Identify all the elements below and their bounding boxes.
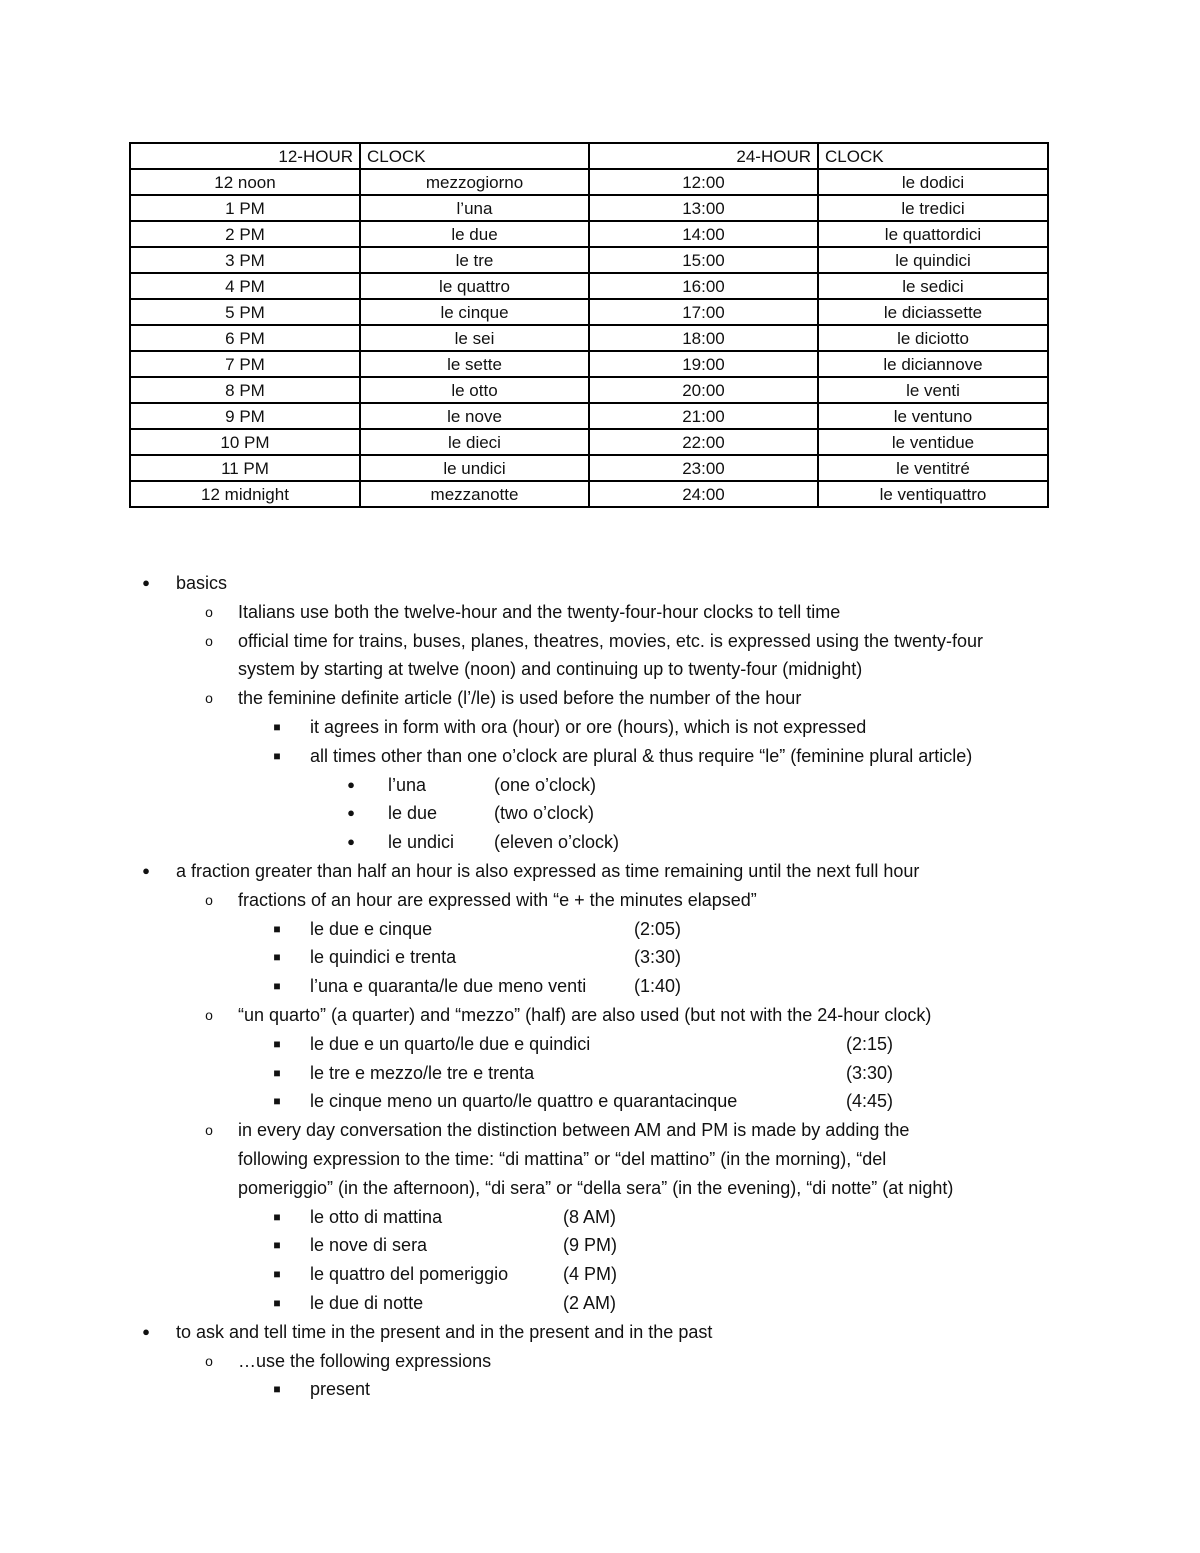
header-12-hour: 12-HOUR — [130, 143, 360, 169]
cell-12h-italian: l’una — [360, 195, 589, 221]
cell-12h: 10 PM — [130, 429, 360, 455]
basics-point: official time for trains, buses, planes, theatres, movies, etc. is expressed using the twenty-four — [238, 630, 984, 651]
list-item — [0, 771, 1200, 800]
list-item — [0, 1318, 1200, 1347]
cell-12h-italian: le sette — [360, 351, 589, 377]
cell-24h: 21:00 — [589, 403, 818, 429]
bullet-dot-icon: ● — [347, 776, 355, 792]
bullet-square-icon: ■ — [273, 1094, 281, 1109]
fraction-example: le cinque meno un quarto/le quattro e quarantacinque — [310, 1091, 738, 1112]
cell-24h-italian: le diciannove — [818, 351, 1048, 377]
list-item — [0, 1203, 1200, 1232]
list-item — [0, 799, 1200, 828]
bullet-square-icon: ■ — [273, 1382, 281, 1397]
list-item — [0, 1116, 1200, 1145]
cell-12h-italian: le otto — [360, 377, 589, 403]
cell-24h: 13:00 — [589, 195, 818, 221]
list-item-continuation — [0, 1145, 1200, 1174]
list-item — [0, 713, 1200, 742]
cell-24h: 22:00 — [589, 429, 818, 455]
fraction-example: le due e un quarto/le due e quindici — [310, 1033, 591, 1054]
bullet-square-icon: ■ — [273, 1267, 281, 1282]
example-english: (eleven o’clock) — [494, 832, 620, 853]
list-item — [0, 684, 1200, 713]
basics-point-cont: system by starting at twelve (noon) and continuing up to twenty-four (midnight) — [238, 659, 863, 680]
header-24-hour: 24-HOUR — [589, 143, 818, 169]
bullet-dot-icon: ● — [347, 834, 355, 850]
cell-12h-italian: le dieci — [360, 429, 589, 455]
bullet-square-icon: ■ — [273, 1036, 281, 1051]
cell-24h: 20:00 — [589, 377, 818, 403]
bullet-square-icon: ■ — [273, 921, 281, 936]
cell-12h: 9 PM — [130, 403, 360, 429]
cell-24h: 24:00 — [589, 481, 818, 507]
cell-24h-italian: le ventitré — [818, 455, 1048, 481]
list-item — [0, 742, 1200, 771]
cell-12h: 7 PM — [130, 351, 360, 377]
cell-24h: 19:00 — [589, 351, 818, 377]
table-row — [130, 325, 1048, 351]
time-example-value: (8 AM) — [563, 1206, 617, 1227]
time-example: le nove di sera — [310, 1235, 428, 1256]
cell-24h: 17:00 — [589, 299, 818, 325]
cell-12h: 12 noon — [130, 169, 360, 195]
table-header-row — [130, 143, 1048, 169]
bullet-circle-icon: o — [205, 690, 213, 707]
list-item — [0, 627, 1200, 656]
header-clock-2: CLOCK — [818, 143, 1048, 169]
cell-12h: 8 PM — [130, 377, 360, 403]
table-row — [130, 221, 1048, 247]
list-item — [0, 1260, 1200, 1289]
fraction-example: le quindici e trenta — [310, 947, 457, 968]
fraction-example: le due e cinque — [310, 918, 433, 939]
cell-24h-italian: le ventidue — [818, 429, 1048, 455]
basics-point: the feminine definite article (l’/le) is used before the number of the hour — [238, 688, 802, 709]
cell-24h-italian: le quattordici — [818, 221, 1048, 247]
bullet-square-icon: ■ — [273, 1065, 281, 1080]
cell-12h: 6 PM — [130, 325, 360, 351]
list-item — [0, 857, 1200, 886]
time-example-value: (4 PM) — [563, 1264, 617, 1285]
list-item — [0, 1289, 1200, 1318]
list-item — [0, 1059, 1200, 1088]
cell-24h: 18:00 — [589, 325, 818, 351]
cell-24h: 14:00 — [589, 221, 818, 247]
table-row — [130, 351, 1048, 377]
table-row — [130, 455, 1048, 481]
fraction-point-cont: pomeriggio” (in the afternoon), “di sera” or “della sera” (in the evening), “di notte” (at night) — [238, 1177, 954, 1198]
fraction-example: le tre e mezzo/le tre e trenta — [310, 1062, 535, 1083]
basics-subpoint: all times other than one o’clock are plural & thus require “le” (feminine plural article) — [310, 745, 973, 766]
basics-subpoint: it agrees in form with ora (hour) or ore (hours), which is not expressed — [310, 716, 867, 737]
bullet-circle-icon: o — [205, 603, 213, 620]
bullet-square-icon: ■ — [273, 979, 281, 994]
header-clock: CLOCK — [360, 143, 589, 169]
fraction-example-value: (3:30) — [634, 947, 682, 968]
list-item — [0, 1030, 1200, 1059]
bullet-circle-icon: o — [205, 891, 213, 908]
basics-heading: basics — [176, 573, 228, 593]
example-english: (two o’clock) — [494, 803, 595, 824]
bullet-circle-icon: o — [205, 632, 213, 649]
cell-12h-italian: le sei — [360, 325, 589, 351]
bullet-circle-icon: o — [205, 1122, 213, 1139]
cell-12h: 11 PM — [130, 455, 360, 481]
cell-24h-italian: le diciassette — [818, 299, 1048, 325]
bullet-circle-icon: o — [205, 1352, 213, 1369]
cell-12h: 5 PM — [130, 299, 360, 325]
list-item — [0, 1231, 1200, 1260]
list-item — [0, 1087, 1200, 1116]
cell-12h-italian: le tre — [360, 247, 589, 273]
table-row — [130, 273, 1048, 299]
cell-12h-italian: mezzanotte — [360, 481, 589, 507]
list-item — [0, 828, 1200, 857]
cell-24h-italian: le sedici — [818, 273, 1048, 299]
cell-12h: 1 PM — [130, 195, 360, 221]
list-item — [0, 598, 1200, 627]
cell-12h-italian: mezzogiorno — [360, 169, 589, 195]
bullet-dot-icon: ● — [142, 1323, 150, 1339]
cell-24h-italian: le ventiquattro — [818, 481, 1048, 507]
fraction-example-value: (3:30) — [846, 1062, 894, 1083]
clock-table — [129, 142, 1049, 508]
table-row — [130, 403, 1048, 429]
table-row — [130, 481, 1048, 507]
ask-heading: to ask and tell time in the present and in the present and in the past — [176, 1321, 713, 1342]
list-item — [0, 569, 1200, 598]
cell-12h-italian: le cinque — [360, 299, 589, 325]
cell-12h-italian: le due — [360, 221, 589, 247]
list-item — [0, 886, 1200, 915]
bullet-dot-icon: ● — [142, 575, 150, 590]
example-italian: le undici — [388, 832, 455, 853]
cell-12h-italian: le nove — [360, 403, 589, 429]
time-example-value: (9 PM) — [563, 1235, 617, 1256]
bullet-square-icon: ■ — [273, 719, 281, 734]
cell-12h-italian: le quattro — [360, 273, 589, 299]
cell-12h-italian: le undici — [360, 455, 589, 481]
table-row — [130, 299, 1048, 325]
fraction-point-cont: following expression to the time: “di mattina” or “del mattino” (in the morning), “del — [238, 1148, 887, 1169]
basics-point: Italians use both the twelve-hour and the twenty-four-hour clocks to tell time — [238, 601, 841, 622]
cell-24h: 16:00 — [589, 273, 818, 299]
list-item-continuation — [0, 1174, 1200, 1203]
ask-point: …use the following expressions — [238, 1350, 492, 1371]
table-row — [130, 169, 1048, 195]
cell-24h-italian: le diciotto — [818, 325, 1048, 351]
list-item — [0, 1001, 1200, 1030]
time-example: le due di notte — [310, 1292, 424, 1313]
example-english: (one o’clock) — [494, 774, 597, 795]
cell-12h: 2 PM — [130, 221, 360, 247]
time-example: le otto di mattina — [310, 1206, 443, 1227]
list-item — [0, 972, 1200, 1001]
bullet-square-icon: ■ — [273, 748, 281, 763]
fraction-point: fractions of an hour are expressed with “e + the minutes elapsed” — [238, 889, 757, 910]
table-row — [130, 429, 1048, 455]
list-item — [0, 943, 1200, 972]
cell-12h: 3 PM — [130, 247, 360, 273]
list-item-continuation — [0, 655, 1200, 684]
fraction-example-value: (1:40) — [634, 976, 682, 997]
table-row — [130, 377, 1048, 403]
fraction-example: l’una e quaranta/le due meno venti — [310, 976, 587, 997]
bullet-square-icon: ■ — [273, 950, 281, 965]
cell-24h-italian: le dodici — [818, 169, 1048, 195]
cell-24h-italian: le quindici — [818, 247, 1048, 273]
cell-12h: 12 midnight — [130, 481, 360, 507]
cell-12h: 4 PM — [130, 273, 360, 299]
time-example-value: (2 AM) — [563, 1292, 617, 1313]
notes-list — [0, 569, 1200, 1404]
cell-24h: 12:00 — [589, 169, 818, 195]
fraction-example-value: (2:05) — [634, 918, 682, 939]
bullet-dot-icon: ● — [142, 862, 150, 878]
list-item — [0, 915, 1200, 944]
example-italian: le due — [388, 803, 438, 824]
bullet-square-icon: ■ — [273, 1238, 281, 1253]
example-italian: l’una — [388, 774, 427, 795]
bullet-square-icon: ■ — [273, 1295, 281, 1310]
bullet-circle-icon: o — [205, 1006, 213, 1023]
cell-24h-italian: le venti — [818, 377, 1048, 403]
fraction-point: “un quarto” (a quarter) and “mezzo” (half) are also used (but not with the 24-hour clock) — [238, 1004, 932, 1025]
bullet-square-icon: ■ — [273, 1209, 281, 1224]
cell-24h-italian: le ventuno — [818, 403, 1048, 429]
fraction-example-value: (4:45) — [846, 1091, 894, 1112]
table-row — [130, 247, 1048, 273]
fraction-example-value: (2:15) — [846, 1033, 894, 1054]
fraction-point: in every day conversation the distinction between AM and PM is made by adding the — [238, 1120, 910, 1141]
ask-subpoint: present — [310, 1379, 371, 1400]
time-example: le quattro del pomeriggio — [310, 1264, 509, 1285]
cell-24h: 15:00 — [589, 247, 818, 273]
cell-24h: 23:00 — [589, 455, 818, 481]
bullet-dot-icon: ● — [347, 805, 355, 821]
cell-24h-italian: le tredici — [818, 195, 1048, 221]
table-row — [130, 195, 1048, 221]
list-item — [0, 1347, 1200, 1376]
fraction-heading: a fraction greater than half an hour is also expressed as time remaining until the next full hour — [176, 860, 920, 881]
list-item — [0, 1375, 1200, 1404]
